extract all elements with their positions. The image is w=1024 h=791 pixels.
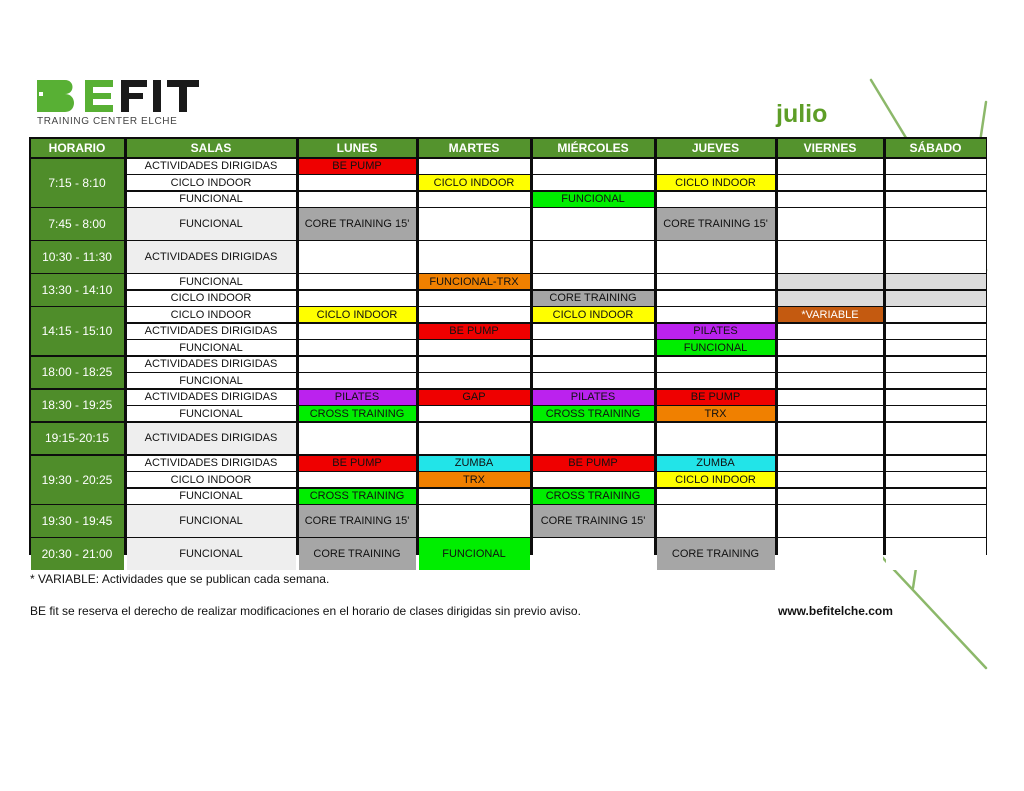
time-slot: 18:30 - 19:25 [31,390,124,422]
empty-cell [299,340,416,355]
empty-cell [657,307,775,322]
empty-cell [886,159,986,174]
time-slot: 10:30 - 11:30 [31,241,124,273]
time-slot: 19:15-20:15 [31,423,124,455]
room-label: FUNCIONAL [127,538,296,570]
time-slot: 7:15 - 8:10 [31,159,124,207]
room-label: CICLO INDOOR [127,307,296,322]
disclaimer-note: BE fit se reserva el derecho de realizar modificaciones en el horario de clases dirigidas sin previo aviso. [30,604,581,618]
empty-cell [299,175,416,190]
room-label: FUNCIONAL [127,505,296,537]
class-cell[interactable]: BE PUMP [533,456,654,471]
empty-cell [778,274,883,289]
class-cell[interactable]: GAP [419,390,530,405]
class-cell[interactable]: ZUMBA [657,456,775,471]
empty-cell [886,538,986,570]
empty-cell [886,406,986,421]
time-slot: 18:00 - 18:25 [31,357,124,389]
class-cell[interactable]: CROSS TRAINING [533,489,654,504]
class-cell[interactable]: CORE TRAINING [533,291,654,306]
class-cell[interactable]: FUNCIONAL [419,538,530,570]
empty-cell [533,373,654,388]
room-label: CICLO INDOOR [127,291,296,306]
empty-cell [419,489,530,504]
empty-cell [886,274,986,289]
room-label: ACTIVIDADES DIRIGIDAS [127,357,296,372]
empty-cell [419,307,530,322]
empty-cell [778,357,883,372]
empty-cell [778,489,883,504]
empty-cell [778,423,883,455]
empty-cell [419,241,530,273]
empty-cell [299,274,416,289]
empty-cell [778,538,883,570]
empty-cell [419,373,530,388]
empty-cell [778,324,883,339]
empty-cell [419,505,530,537]
class-cell[interactable]: CICLO INDOOR [299,307,416,322]
empty-cell [886,423,986,455]
class-cell[interactable]: CORE TRAINING [657,538,775,570]
time-slot: 13:30 - 14:10 [31,274,124,306]
time-slot: 7:45 - 8:00 [31,208,124,240]
empty-cell [778,291,883,306]
empty-cell [886,489,986,504]
column-header-3: MARTES [419,139,530,158]
logo-tagline: TRAINING CENTER ELCHE [37,116,178,127]
room-label: FUNCIONAL [127,489,296,504]
time-slot: 19:30 - 19:45 [31,505,124,537]
empty-cell [778,241,883,273]
empty-cell [657,489,775,504]
empty-cell [533,357,654,372]
empty-cell [657,192,775,207]
empty-cell [886,357,986,372]
room-label: FUNCIONAL [127,373,296,388]
empty-cell [886,192,986,207]
class-cell[interactable]: CICLO INDOOR [657,472,775,487]
empty-cell [778,406,883,421]
empty-cell [533,324,654,339]
empty-cell [886,373,986,388]
class-cell[interactable]: PILATES [299,390,416,405]
variable-note: * VARIABLE: Actividades que se publican cada semana. [30,572,330,586]
class-cell[interactable]: PILATES [533,390,654,405]
class-cell[interactable]: TRX [657,406,775,421]
class-cell[interactable]: CORE TRAINING 15' [533,505,654,537]
class-cell[interactable]: TRX [419,472,530,487]
empty-cell [533,274,654,289]
empty-cell [886,307,986,322]
room-label: ACTIVIDADES DIRIGIDAS [127,324,296,339]
class-cell[interactable]: PILATES [657,324,775,339]
room-label: ACTIVIDADES DIRIGIDAS [127,456,296,471]
column-header-5: JUEVES [657,139,775,158]
class-cell[interactable]: CORE TRAINING [299,538,416,570]
empty-cell [778,192,883,207]
empty-cell [533,175,654,190]
column-header-7: SÁBADO [886,139,986,158]
empty-cell [299,357,416,372]
empty-cell [886,340,986,355]
room-label: ACTIVIDADES DIRIGIDAS [127,390,296,405]
time-slot: 14:15 - 15:10 [31,307,124,355]
empty-cell [299,291,416,306]
class-cell[interactable]: BE PUMP [299,159,416,174]
class-cell[interactable]: CICLO INDOOR [533,307,654,322]
column-header-2: LUNES [299,139,416,158]
empty-cell [657,291,775,306]
empty-cell [886,241,986,273]
room-label: CICLO INDOOR [127,472,296,487]
empty-cell [778,472,883,487]
empty-cell [657,505,775,537]
room-label: FUNCIONAL [127,340,296,355]
class-cell[interactable]: FUNCIONAL [533,192,654,207]
empty-cell [533,340,654,355]
class-cell[interactable]: FUNCIONAL [657,340,775,355]
empty-cell [778,373,883,388]
empty-cell [299,423,416,455]
time-slot: 20:30 - 21:00 [31,538,124,570]
room-label: ACTIVIDADES DIRIGIDAS [127,241,296,273]
room-label: FUNCIONAL [127,406,296,421]
class-cell[interactable]: CORE TRAINING 15' [299,208,416,240]
class-cell[interactable]: CICLO INDOOR [657,175,775,190]
column-header-1: SALAS [127,139,296,158]
empty-cell [419,423,530,455]
column-header-0: HORARIO [31,139,124,158]
empty-cell [419,291,530,306]
empty-cell [657,241,775,273]
empty-cell [778,208,883,240]
empty-cell [419,340,530,355]
empty-cell [657,274,775,289]
class-cell[interactable]: CROSS TRAINING [299,406,416,421]
empty-cell [778,505,883,537]
room-label: ACTIVIDADES DIRIGIDAS [127,159,296,174]
class-cell[interactable]: BE PUMP [419,324,530,339]
empty-cell [657,423,775,455]
empty-cell [533,472,654,487]
befit-logo-mark [37,78,202,118]
empty-cell [533,241,654,273]
room-label: FUNCIONAL [127,208,296,240]
empty-cell [419,192,530,207]
column-header-6: VIERNES [778,139,883,158]
empty-cell [299,472,416,487]
empty-cell [299,373,416,388]
empty-cell [778,159,883,174]
class-cell[interactable]: CORE TRAINING 15' [657,208,775,240]
room-label: CICLO INDOOR [127,175,296,190]
empty-cell [299,324,416,339]
empty-cell [533,208,654,240]
empty-cell [299,192,416,207]
empty-cell [886,390,986,405]
empty-cell [886,175,986,190]
class-cell[interactable]: CROSS TRAINING [299,489,416,504]
empty-cell [533,538,654,570]
empty-cell [419,208,530,240]
empty-cell [886,324,986,339]
class-cell[interactable]: BE PUMP [657,390,775,405]
empty-cell [886,505,986,537]
website-link[interactable]: www.befitelche.com [778,604,893,618]
class-cell[interactable]: *VARIABLE [778,307,883,322]
empty-cell [778,175,883,190]
class-cell[interactable]: ZUMBA [419,456,530,471]
time-slot: 19:30 - 20:25 [31,456,124,504]
empty-cell [778,340,883,355]
empty-cell [886,208,986,240]
empty-cell [778,456,883,471]
empty-cell [886,472,986,487]
empty-cell [419,406,530,421]
empty-cell [533,423,654,455]
room-label: FUNCIONAL [127,274,296,289]
empty-cell [778,390,883,405]
empty-cell [886,456,986,471]
empty-cell [886,291,986,306]
class-cell[interactable]: CROSS TRAINING [533,406,654,421]
empty-cell [657,357,775,372]
empty-cell [533,159,654,174]
class-cell[interactable]: BE PUMP [299,456,416,471]
room-label: ACTIVIDADES DIRIGIDAS [127,423,296,455]
empty-cell [299,241,416,273]
room-label: FUNCIONAL [127,192,296,207]
class-cell[interactable]: CORE TRAINING 15' [299,505,416,537]
empty-cell [657,159,775,174]
empty-cell [419,357,530,372]
schedule-table [29,137,987,561]
class-cell[interactable]: CICLO INDOOR [419,175,530,190]
column-header-4: MIÉRCOLES [533,139,654,158]
empty-cell [657,373,775,388]
empty-cell [419,159,530,174]
class-cell[interactable]: FUNCIONAL-TRX [419,274,530,289]
month-title: julio [776,100,828,128]
